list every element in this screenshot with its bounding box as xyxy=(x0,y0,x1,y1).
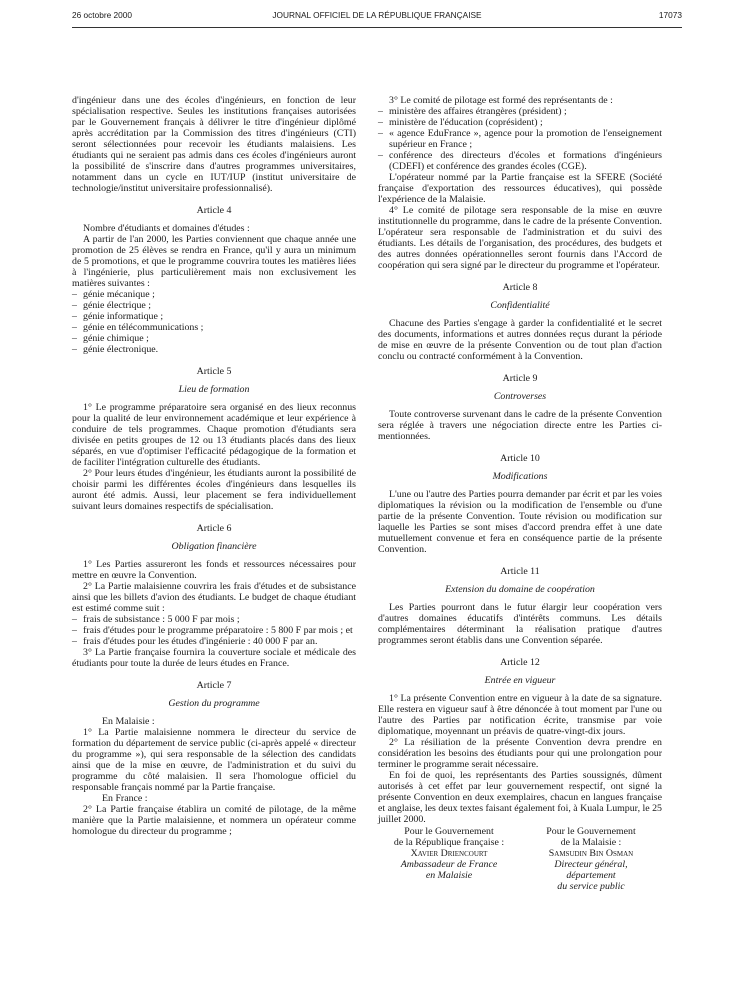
signature-label: Pour le Gouvernement xyxy=(546,826,636,837)
article-7-title: Article 7 xyxy=(196,680,232,691)
article-11-subtitle: Extension du domaine de coopération xyxy=(445,584,595,595)
article-12-title: Article 12 xyxy=(500,657,540,668)
article-7-paragraph-4: 4° Le comité de pilotage sera responsable de la mise en œuvre institutionnelle du programme, dans le cadre de la présente Convention. L'opérateur sera responsable de l'administration et du suivi des étudiants. Les détails de l'organisation, des procédures, des budgets et des autres données opérationnelles seront fournis dans l'Accord de coopération qui sera signé par le directeur du programme et l'opérateur. xyxy=(378,205,662,271)
list-item: – ministère des affaires étrangères (président) ; xyxy=(378,106,662,117)
list-item: – ministère de l'éducation (coprésident) ; xyxy=(378,117,662,128)
article-7-paragraph-2: 2° La Partie française établira un comité de pilotage, de la même manière que la Partie malaisienne, et nommera un opérateur comme homologue du directeur du programme ; xyxy=(72,804,356,837)
article-11-title: Article 11 xyxy=(500,566,540,577)
article-7-lead-malaysia: En Malaisie : xyxy=(102,716,155,727)
article-7-subtitle: Gestion du programme xyxy=(168,698,260,709)
list-item: – génie électrique ; xyxy=(72,300,356,311)
article-9-paragraph: Toute controverse survenant dans le cadre de la présente Convention sera réglée à travers une négociation directe entre les Parties ci-mentionnées. xyxy=(378,409,662,442)
list-item: – conférence des directeurs d'écoles et formations d'ingénieurs (CDEFI) et conférence des grandes écoles (CGE). xyxy=(378,150,662,172)
list-item: – génie informatique ; xyxy=(72,311,356,322)
signatory-name: Samsudin Bin Osman xyxy=(548,848,634,859)
page-header xyxy=(72,10,682,24)
article-4-lead: Nombre d'étudiants et domaines d'études : xyxy=(83,223,250,234)
list-item: – génie mécanique ; xyxy=(72,289,356,300)
article-4-title: Article 4 xyxy=(196,205,232,216)
signature-block xyxy=(378,826,662,892)
article-12-paragraph-1: 1° La présente Convention entre en vigueur à la date de sa signature. Elle restera en vigueur sauf à être dénoncée à tout moment par l'une ou l'autre des Parties par notification écrite, transmise par voie diplomatique, moyennant un préavis de quatre-vingt-dix jours. xyxy=(378,693,662,737)
article-12-paragraph-3: En foi de quoi, les représentants des Parties soussignés, dûment autorisés à cet effet par leur gouvernement respectif, ont signé la présente Convention en deux exemplaires, chacun en langues française et anglaise, les deux textes faisant également foi, à Kuala Lumpur, le 25 juillet 2000. xyxy=(378,770,662,825)
engineering-fields-list xyxy=(72,289,356,355)
article-12-subtitle: Entrée en vigueur xyxy=(484,675,556,686)
signature-malaysia xyxy=(520,826,662,892)
right-column xyxy=(378,95,662,892)
article-7-lead-france: En France : xyxy=(102,793,148,804)
article-6-title: Article 6 xyxy=(196,523,232,534)
left-column xyxy=(72,95,356,837)
article-8-paragraph: Chacune des Parties s'engage à garder la confidentialité et le secret des documents, informations et autres données reçus durant la période de mise en œuvre de la présente Convention ou de tout plan d'action conclu ou contracté conformément à la Convention. xyxy=(378,318,662,362)
signature-label: de la République française : xyxy=(393,837,505,848)
issue-date: 26 octobre 2000 xyxy=(72,10,132,20)
signature-france xyxy=(378,826,520,892)
article-6-paragraph-2: 2° La Partie malaisienne couvrira les frais d'études et de subsistance ainsi que les billets d'avion des étudiants. Le budget de chaque étudiant est estimé comme suit : xyxy=(72,581,356,614)
budget-list xyxy=(72,614,356,647)
article-10-title: Article 10 xyxy=(500,453,540,464)
list-item: – frais d'études pour le programme préparatoire : 5 800 F par mois ; et xyxy=(72,625,356,636)
article-10-subtitle: Modifications xyxy=(492,471,548,482)
signature-label: Pour le Gouvernement xyxy=(404,826,494,837)
list-item: – frais de subsistance : 5 000 F par mois ; xyxy=(72,614,356,625)
article-7-paragraph-3: 3° Le comité de pilotage est formé des représentants de : xyxy=(389,95,613,106)
list-item: – génie en télécommunications ; xyxy=(72,322,356,333)
signatory-role: Ambassadeur de France xyxy=(400,859,498,870)
intro-paragraph: d'ingénieur dans une des écoles d'ingénieurs, en fonction de leur spécialisation respective. Seules les institutions françaises autorisées par le Gouvernement français à délivrer le titre d'ingénieur diplômé après accréditation par la Commission des titres d'ingénieurs (CTI) seront sélectionnées pour recevoir les étudiants malaisiens. Les étudiants qui ne seraient pas admis dans ces écoles d'ingénieurs auront la possibilité de s'inscrire dans d'autres programmes universitaires, notamment dans un cycle en IUT/IUP (institut universitaire de technologie/institut universitaire professionnalisé). xyxy=(72,95,356,194)
article-9-title: Article 9 xyxy=(502,373,538,384)
list-item: – « agence EduFrance », agence pour la promotion de l'enseignement supérieur en France ; xyxy=(378,128,662,150)
list-item: – génie chimique ; xyxy=(72,333,356,344)
article-4-paragraph: A partir de l'an 2000, les Parties conviennent que chaque année une promotion de 25 élèves se rendra en France, qu'il y aura un minimum de 5 promotions, et que le programme couvrira toutes les matières liées à l'ingénierie, plus particulièrement mais non exclusivement les matières suivantes : xyxy=(72,234,356,289)
signatory-role: département xyxy=(566,870,616,881)
journal-title: JOURNAL OFFICIEL DE LA RÉPUBLIQUE FRANÇAISE xyxy=(272,10,482,20)
article-9-subtitle: Controverses xyxy=(493,391,547,402)
signature-label: de la Malaisie : xyxy=(560,837,622,848)
article-5-paragraph-2: 2° Pour leurs études d'ingénieur, les étudiants auront la possibilité de choisir parmi les différentes écoles d'ingénieurs dans lesquelles ils auront été admis. Aussi, leur placement se fera individuellement suivant leurs domaines respectifs de spécialisation. xyxy=(72,468,356,512)
article-6-subtitle: Obligation financière xyxy=(171,541,257,552)
operator-paragraph: L'opérateur nommé par la Partie française est la SFERE (Société française d'exportation des ressources éducatives), qui possède l'expérience de la Malaisie. xyxy=(378,172,662,205)
committee-list xyxy=(378,106,662,172)
signatory-role: Directeur général, xyxy=(554,859,628,870)
article-10-paragraph: L'une ou l'autre des Parties pourra demander par écrit et par les voies diplomatiques la révision ou la modification de l'ensemble ou d'une partie de la présente Convention. Toute révision ou modification sur laquelle les Parties se sont mises d'accord prendra effet à une date mutuellement convenue et fera en conséquence partie de la présente Convention. xyxy=(378,489,662,555)
article-8-title: Article 8 xyxy=(502,282,538,293)
article-11-paragraph: Les Parties pourront dans le futur élargir leur coopération vers d'autres domaines éducatifs d'intérêts communs. Les détails complémentaires déterminant la réalisation pratique d'autres programmes seront établis dans une Convention séparée. xyxy=(378,602,662,646)
list-item: – génie électronique. xyxy=(72,344,356,355)
article-5-subtitle: Lieu de formation xyxy=(178,384,250,395)
article-12-paragraph-2: 2° La résiliation de la présente Convention devra prendre en considération les besoins des étudiants pour qui une prolongation pour terminer le programme serait nécessaire. xyxy=(378,737,662,770)
article-5-title: Article 5 xyxy=(196,366,232,377)
signatory-role: en Malaisie xyxy=(425,870,473,881)
signatory-name: Xavier Driencourt xyxy=(410,848,488,859)
article-5-paragraph-1: 1° Le programme préparatoire sera organisé en des lieux reconnus pour la qualité de leur environnement académique et leur expérience à conduire de tels programmes. Chaque promotion d'étudiants sera divisée en petits groupes de 12 ou 13 étudiants placés dans des lieux séparés, en vue d'optimiser l'efficacité pédagogique de la formation et de faciliter l'intégration culturelle des étudiants. xyxy=(72,402,356,468)
signatory-role: du service public xyxy=(557,881,625,892)
list-item: – frais d'études pour les études d'ingénierie : 40 000 F par an. xyxy=(72,636,356,647)
article-8-subtitle: Confidentialité xyxy=(490,300,550,311)
page-number: 17073 xyxy=(658,10,682,20)
article-6-paragraph-3: 3° La Partie française fournira la couverture sociale et médicale des étudiants pour toute la durée de leurs études en France. xyxy=(72,647,356,669)
header-rule xyxy=(72,27,682,28)
article-7-paragraph-1: 1° La Partie malaisienne nommera le directeur du service de formation du département de service public (ci-après appelé « directeur du programme »), qui sera responsable de la sélection des candidats ainsi que de la mise en œuvre, de l'administration et du suivi du programme du côté malaisien. Il sera l'homologue officiel du responsable français nommé par la Partie française. xyxy=(72,727,356,793)
article-6-paragraph-1: 1° Les Parties assureront les fonds et ressources nécessaires pour mettre en œuvre la Convention. xyxy=(72,559,356,581)
